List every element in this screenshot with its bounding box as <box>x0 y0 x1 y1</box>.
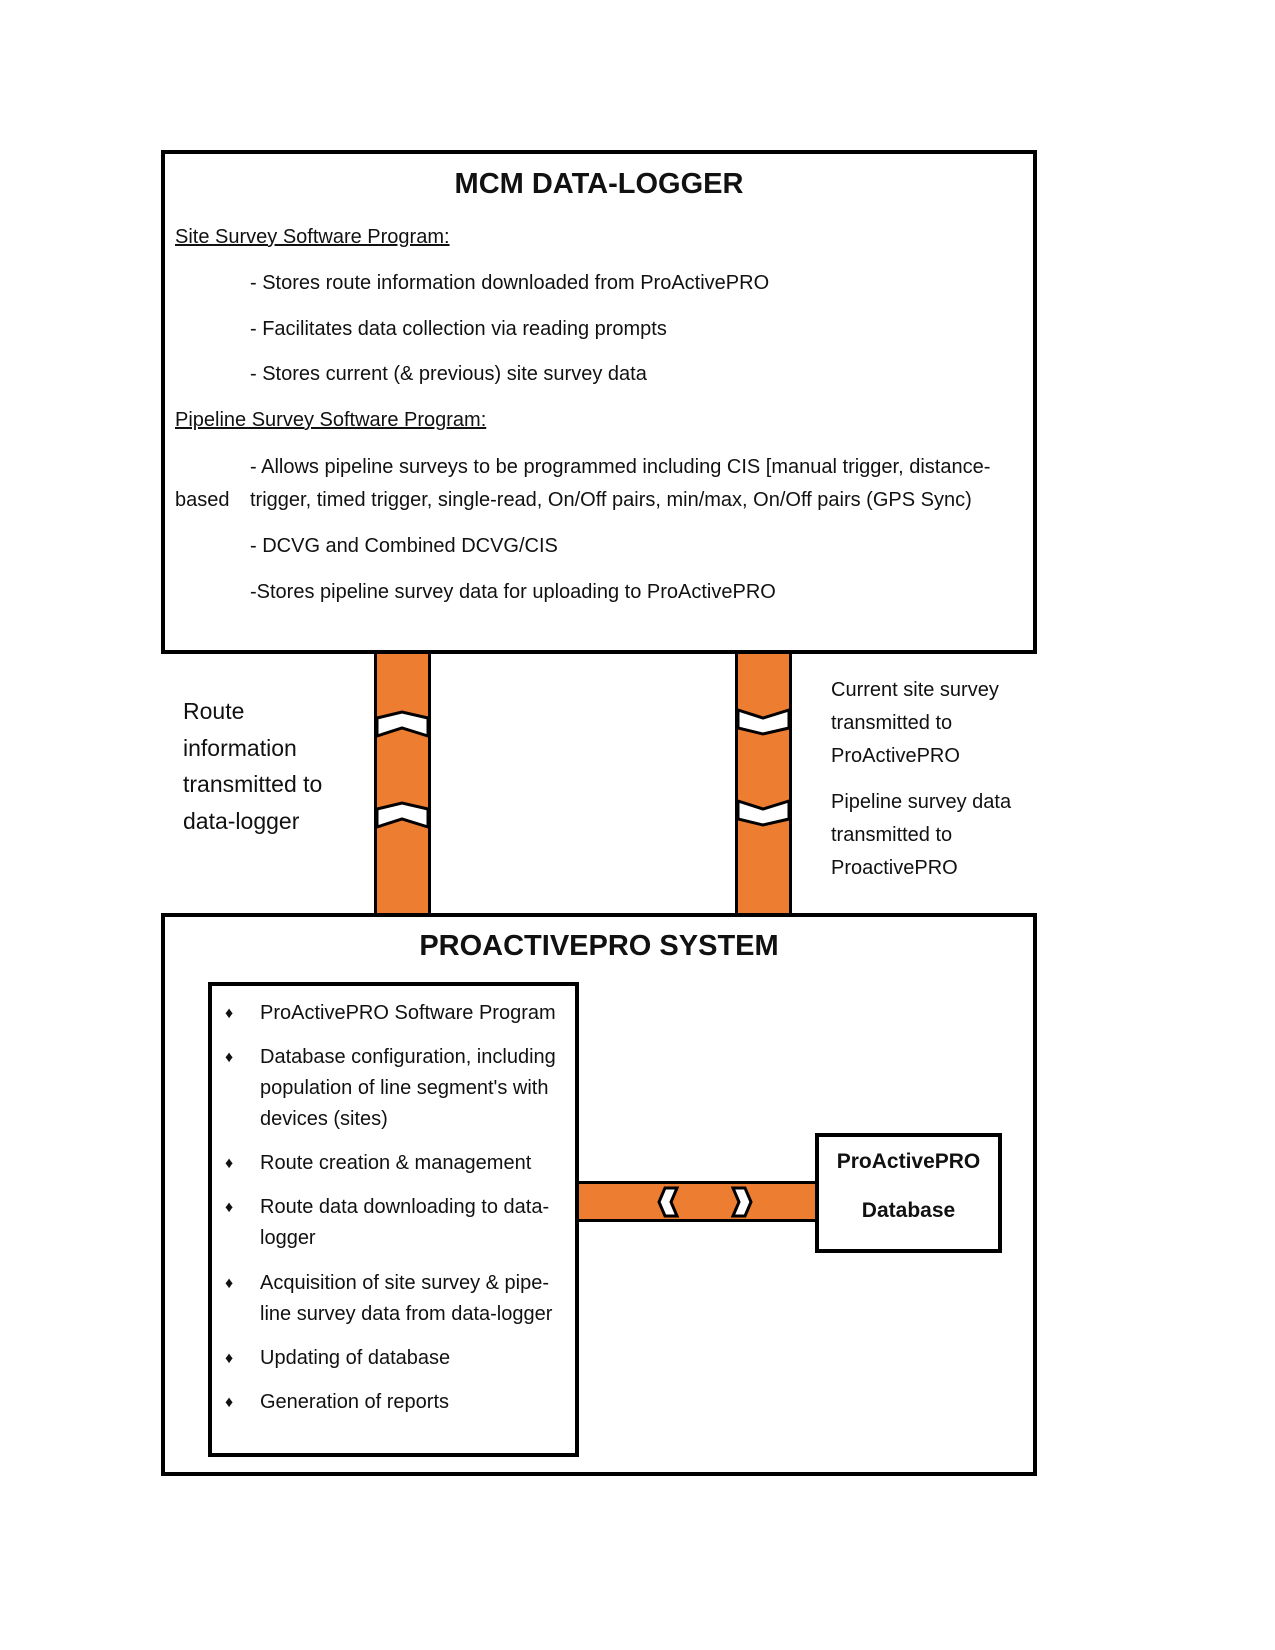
pipeline-item-1-line2: trigger, timed trigger, single-read, On/Off pairs, min/max, On/Off pairs (GPS Sync) <box>250 489 972 511</box>
list-item: ♦ ProActivePRO Software Program <box>260 998 570 1029</box>
site-survey-transmit-label: Current site survey transmitted to ProActivePRO <box>831 679 999 767</box>
diamond-bullet-icon: ♦ <box>225 1049 234 1066</box>
pipeline-survey-heading: Pipeline Survey Software Program: <box>175 409 487 431</box>
chevron-up-icon <box>374 710 431 740</box>
chevron-up-icon <box>374 801 431 831</box>
list-item: ♦ Generation of reports <box>260 1387 570 1418</box>
diamond-bullet-icon: ♦ <box>225 1275 234 1292</box>
route-connector <box>374 651 431 921</box>
site-item-2: - Facilitates data collection via reading prompts <box>250 318 667 340</box>
datalogger-box <box>161 150 1037 654</box>
route-info-label: Route information transmitted to data-logger <box>183 698 323 834</box>
chevron-left-icon <box>657 1186 679 1218</box>
database-box <box>815 1133 1002 1253</box>
database-label-line1: ProActivePRO <box>836 1150 981 1173</box>
pipeline-item-3: -Stores pipeline survey data for uploading to ProActivePRO <box>250 581 776 603</box>
datalogger-title: MCM DATA-LOGGER <box>454 168 744 200</box>
site-item-1: - Stores route information downloaded from ProActivePRO <box>250 272 770 294</box>
software-functions-box <box>208 982 579 1457</box>
database-label-line2: Database <box>861 1199 956 1222</box>
diamond-bullet-icon: ♦ <box>225 1005 234 1022</box>
chevron-down-icon <box>735 706 792 736</box>
diamond-bullet-icon: ♦ <box>225 1199 234 1216</box>
chevron-down-icon <box>735 797 792 827</box>
diamond-bullet-icon: ♦ <box>225 1350 234 1367</box>
survey-connector <box>735 651 792 921</box>
chevron-right-icon <box>731 1186 753 1218</box>
pipeline-item-1-line1: - Allows pipeline surveys to be programmed including CIS [manual trigger, distance- <box>250 456 991 478</box>
site-survey-heading: Site Survey Software Program: <box>175 226 450 248</box>
pipeline-item-1-prefix: based <box>175 489 230 511</box>
list-item: ♦ Updating of database <box>260 1343 570 1374</box>
list-item: ♦ Acquisition of site survey & pipe-line survey data from data-logger <box>260 1268 560 1330</box>
list-item: ♦ Route data downloading to data-logger <box>260 1192 560 1254</box>
site-item-3: - Stores current (& previous) site survey data <box>250 363 647 385</box>
diamond-bullet-icon: ♦ <box>225 1394 234 1411</box>
proactivepro-system-title: PROACTIVEPRO SYSTEM <box>419 930 779 962</box>
diamond-bullet-icon: ♦ <box>225 1155 234 1172</box>
database-connector <box>576 1181 818 1222</box>
list-item: ♦ Route creation & management <box>260 1148 570 1179</box>
list-item: ♦ Database configuration, including population of line segment's with devices (sites) <box>260 1042 570 1135</box>
pipeline-item-2: - DCVG and Combined DCVG/CIS <box>250 535 558 557</box>
pipeline-data-transmit-label: Pipeline survey data transmitted to ProactivePRO <box>831 791 1012 879</box>
